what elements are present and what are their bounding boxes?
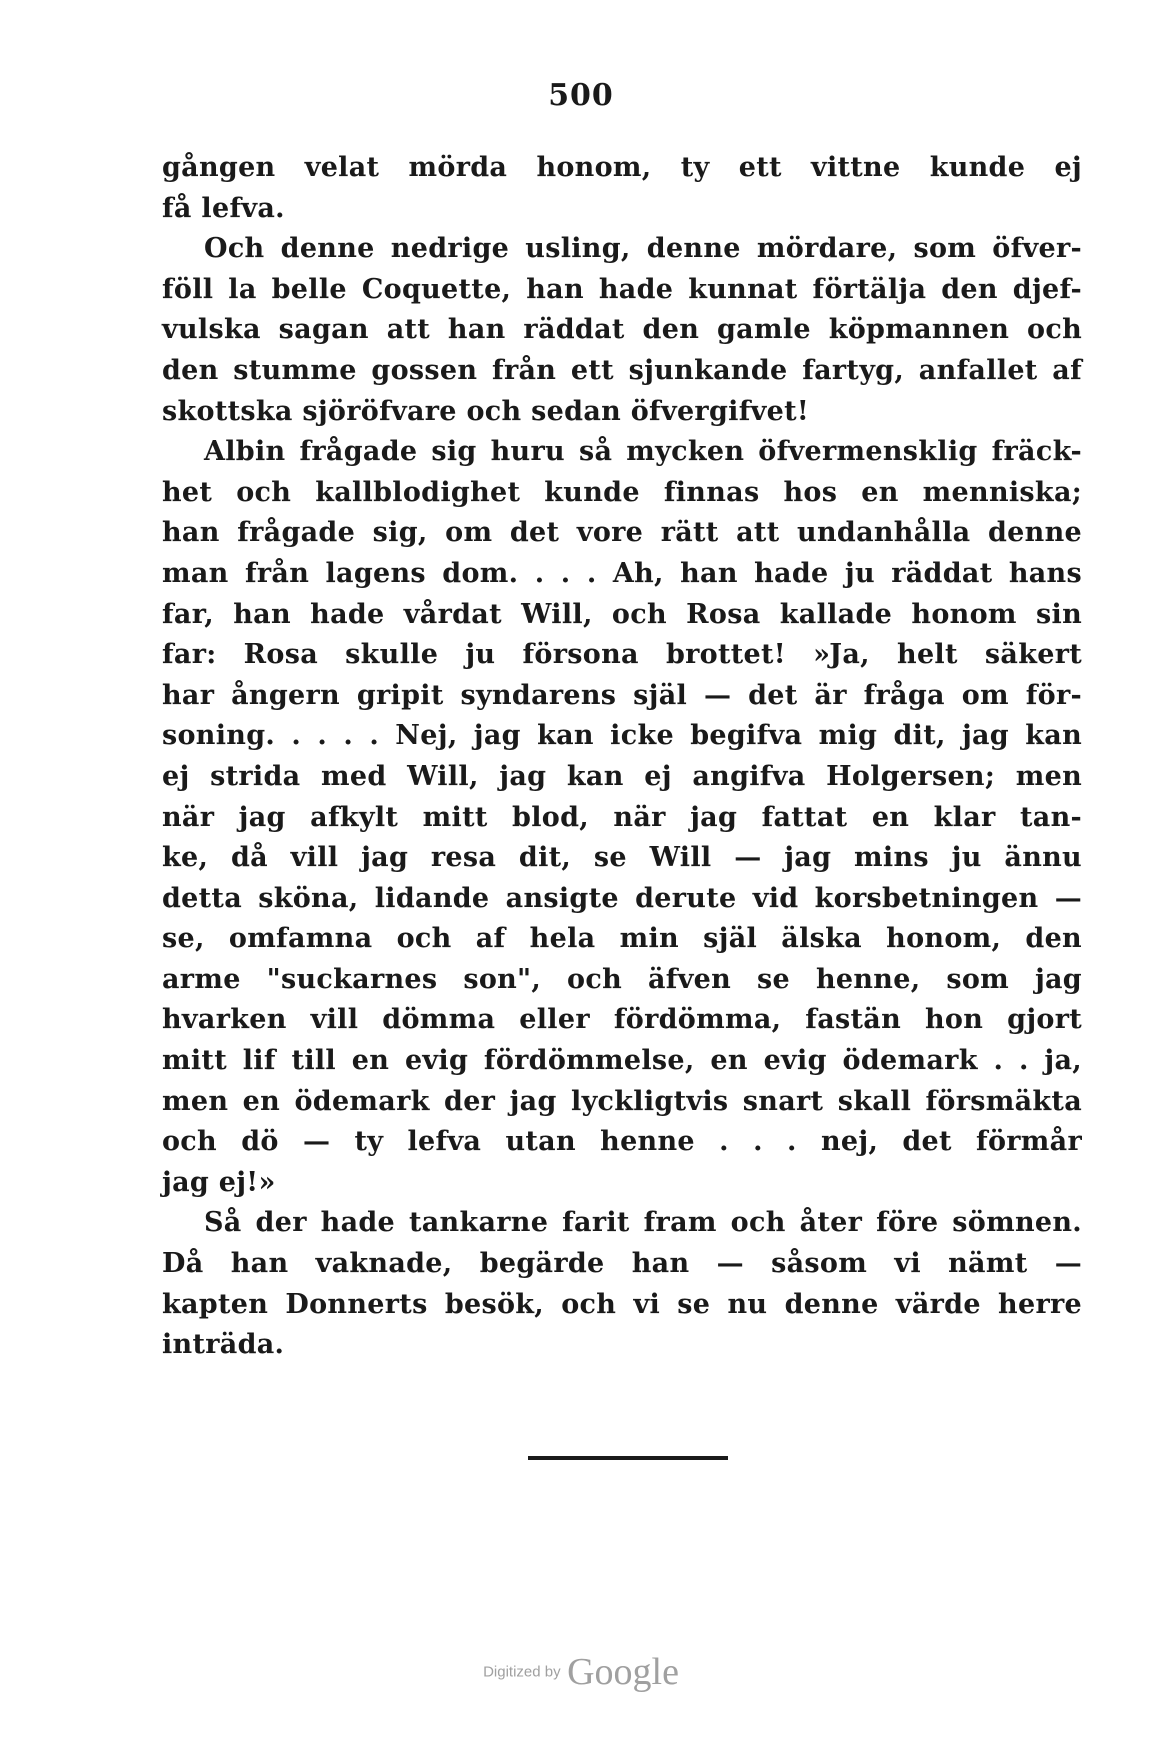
text-line: far: Rosa skulle ju försona brottet! »Ja, helt säkert xyxy=(162,639,1082,671)
text-line: hvarken vill dömma eller fördömma, fastän hon gjort xyxy=(162,1004,1082,1036)
text-line: vulska sagan att han räddat den gamle köpmannen och xyxy=(162,314,1082,346)
text-line: och dö — ty lefva utan henne . . . nej, det förmår xyxy=(162,1126,1082,1158)
text-line: soning. . . . . Nej, jag kan icke begifva mig dit, jag kan xyxy=(162,720,1082,752)
text-line: inträda. xyxy=(162,1329,285,1361)
text-line: ej strida med Will, jag kan ej angifva Holgersen; men xyxy=(162,760,1082,792)
text-line: men en ödemark der jag lyckligtvis snart skall försmäkta xyxy=(162,1085,1082,1117)
text-line: den stumme gossen från ett sjunkande fartyg, anfallet af xyxy=(162,354,1082,386)
text-line: har ångern gripit syndarens själ — det är fråga om för- xyxy=(162,679,1082,711)
text-line: se, omfamna och af hela min själ älska honom, den xyxy=(162,923,1082,955)
text-line: man från lagens dom. . . . Ah, han hade ju räddat hans xyxy=(162,557,1082,589)
text-line: Då han vaknade, begärde han — såsom vi nämt — xyxy=(162,1248,1082,1280)
text-line: föll la belle Coquette, han hade kunnat förtälja den djef- xyxy=(162,273,1082,305)
text-line: mitt lif till en evig fördömmelse, en evig ödemark . . ja, xyxy=(162,1045,1082,1077)
text-line: detta sköna, lidande ansigte derute vid korsbetningen — xyxy=(162,882,1082,914)
text-line: gången velat mörda honom, ty ett vittne kunde ej xyxy=(162,152,1082,183)
body-text xyxy=(162,148,1082,1366)
watermark-prefix: Digitized by xyxy=(483,1663,561,1681)
text-line: far, han hade vårdat Will, och Rosa kallade honom sin xyxy=(162,598,1082,630)
section-divider-rule xyxy=(528,1456,728,1460)
text-line: han frågade sig, om det vore rätt att undanhålla denne xyxy=(162,517,1082,549)
text-line: Och denne nedrige usling, denne mördare, som öfver- xyxy=(204,233,1082,265)
text-line: arme "suckarnes son", och äfven se henne, som jag xyxy=(162,963,1082,995)
text-line: få lefva. xyxy=(162,192,285,224)
text-line: Så der hade tankarne farit fram och åter före sömnen. xyxy=(204,1207,1082,1239)
digitized-watermark xyxy=(0,1650,1162,1694)
page-number: 500 xyxy=(548,78,614,113)
text-line: jag ej!» xyxy=(162,1166,276,1198)
text-line: het och kallblodighet kunde finnas hos en menniska; xyxy=(162,476,1082,508)
text-line: när jag afkylt mitt blod, när jag fattat en klar tan- xyxy=(162,801,1082,833)
watermark-brand-logo: Google xyxy=(567,1651,679,1693)
text-line: ke, då vill jag resa dit, se Will — jag mins ju ännu xyxy=(162,842,1082,874)
text-line: Albin frågade sig huru så mycken öfvermensklig fräck- xyxy=(204,436,1082,468)
text-line: skottska sjöröfvare och sedan öfvergifvet! xyxy=(162,395,809,427)
text-line: kapten Donnerts besök, och vi se nu denne värde herre xyxy=(162,1288,1082,1320)
